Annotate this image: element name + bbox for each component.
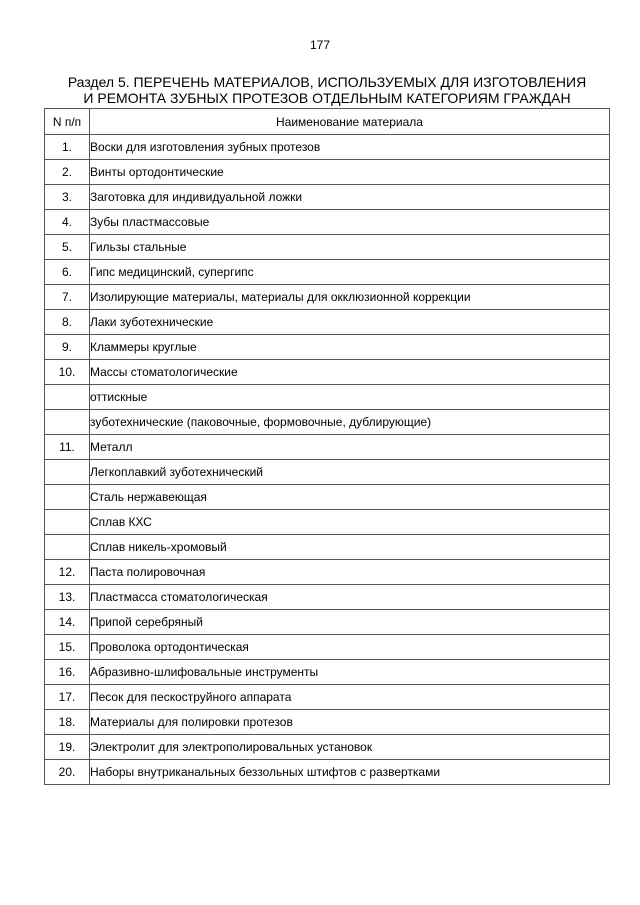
material-name: Пластмасса стоматологическая [90, 585, 610, 610]
section-title-line-2: И РЕМОНТА ЗУБНЫХ ПРОТЕЗОВ ОТДЕЛЬНЫМ КАТЕГОРИЯМ ГРАЖДАН [83, 90, 571, 106]
row-number: 13. [45, 585, 90, 610]
material-name: зуботехнические (паковочные, формовочные, дублирующие) [90, 410, 610, 435]
table-row [45, 135, 610, 160]
section-title-line-1: Раздел 5. ПЕРЕЧЕНЬ МАТЕРИАЛОВ, ИСПОЛЬЗУЕМЫХ ДЛЯ ИЗГОТОВЛЕНИЯ [67, 74, 587, 90]
table-row [45, 360, 610, 385]
table-row [45, 610, 610, 635]
table-row [45, 710, 610, 735]
table-row [45, 335, 610, 360]
row-number: 7. [45, 285, 90, 310]
materials-table [44, 108, 610, 785]
row-number: 17. [45, 685, 90, 710]
row-number [45, 460, 90, 485]
row-number: 3. [45, 185, 90, 210]
row-number: 2. [45, 160, 90, 185]
material-name: Гипс медицинский, супергипс [90, 260, 610, 285]
table-row [45, 510, 610, 535]
table-row [45, 285, 610, 310]
row-number: 11. [45, 435, 90, 460]
material-name: Кламмеры круглые [90, 335, 610, 360]
row-number: 15. [45, 635, 90, 660]
row-number: 10. [45, 360, 90, 385]
row-number: 18. [45, 710, 90, 735]
table-row [45, 260, 610, 285]
material-name: Винты ортодонтические [90, 160, 610, 185]
material-name: Проволока ортодонтическая [90, 635, 610, 660]
material-name: оттискные [90, 385, 610, 410]
header-material-name: Наименование материала [90, 109, 610, 135]
row-number: 20. [45, 760, 90, 785]
table-row [45, 185, 610, 210]
material-name: Материалы для полировки протезов [90, 710, 610, 735]
table-row [45, 560, 610, 585]
row-number: 8. [45, 310, 90, 335]
row-number: 5. [45, 235, 90, 260]
row-number [45, 485, 90, 510]
material-name: Зубы пластмассовые [90, 210, 610, 235]
material-name: Металл [90, 435, 610, 460]
material-name: Изолирующие материалы, материалы для окклюзионной коррекции [90, 285, 610, 310]
material-name: Сталь нержавеющая [90, 485, 610, 510]
material-name: Гильзы стальные [90, 235, 610, 260]
material-name: Воски для изготовления зубных протезов [90, 135, 610, 160]
header-number: N п/п [45, 109, 90, 135]
row-number [45, 385, 90, 410]
materials-table-body [45, 135, 610, 785]
table-row [45, 535, 610, 560]
material-name: Наборы внутриканальных беззольных штифтов с развертками [90, 760, 610, 785]
material-name: Заготовка для индивидуальной ложки [90, 185, 610, 210]
material-name: Легкоплавкий зуботехнический [90, 460, 610, 485]
material-name: Абразивно-шлифовальные инструменты [90, 660, 610, 685]
table-row [45, 660, 610, 685]
table-row [45, 485, 610, 510]
table-row [45, 635, 610, 660]
row-number: 9. [45, 335, 90, 360]
table-row [45, 585, 610, 610]
section-title [44, 74, 610, 106]
material-name: Паста полировочная [90, 560, 610, 585]
row-number: 14. [45, 610, 90, 635]
table-row [45, 460, 610, 485]
row-number [45, 410, 90, 435]
row-number: 12. [45, 560, 90, 585]
material-name: Лаки зуботехнические [90, 310, 610, 335]
material-name: Массы стоматологические [90, 360, 610, 385]
table-row [45, 735, 610, 760]
table-row [45, 160, 610, 185]
row-number [45, 535, 90, 560]
row-number: 6. [45, 260, 90, 285]
table-row [45, 235, 610, 260]
table-row [45, 410, 610, 435]
material-name: Сплав никель-хромовый [90, 535, 610, 560]
table-row [45, 760, 610, 785]
table-row [45, 685, 610, 710]
table-header-row [45, 109, 610, 135]
material-name: Песок для пескоструйного аппарата [90, 685, 610, 710]
page-number: 177 [309, 38, 331, 52]
row-number: 16. [45, 660, 90, 685]
table-row [45, 435, 610, 460]
table-row [45, 210, 610, 235]
row-number: 1. [45, 135, 90, 160]
table-row [45, 385, 610, 410]
row-number: 19. [45, 735, 90, 760]
material-name: Электролит для электрополировальных установок [90, 735, 610, 760]
row-number: 4. [45, 210, 90, 235]
material-name: Сплав КХС [90, 510, 610, 535]
row-number [45, 510, 90, 535]
table-row [45, 310, 610, 335]
material-name: Припой серебряный [90, 610, 610, 635]
